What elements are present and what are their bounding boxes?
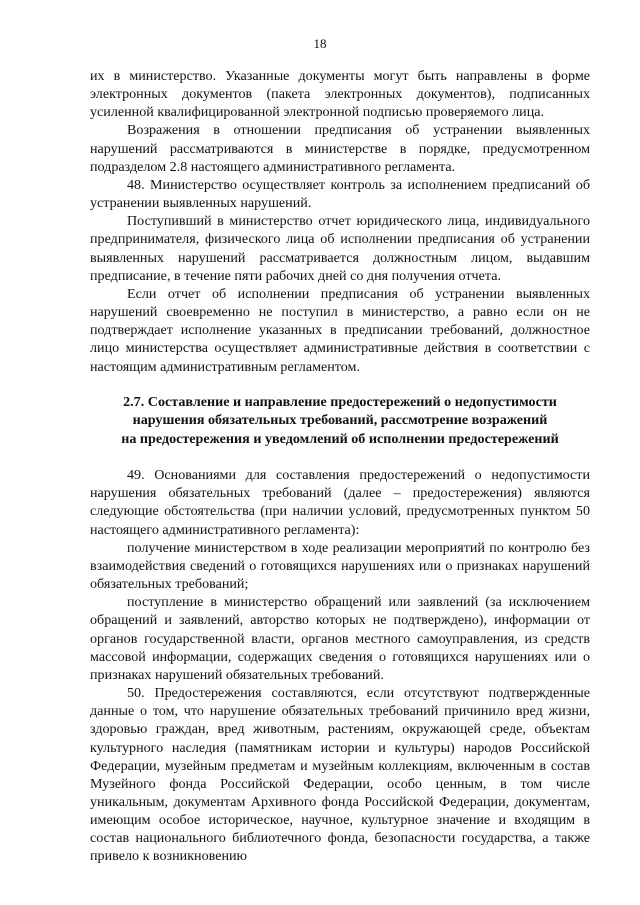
paragraph-item-50: 50. Предостережения составляются, если отсутствуют подтвержденные данные о том, что нарушение обязательных требований причинило вред жизни, здоровью граждан, вред животным, растениям, окружающей среде, объектам культурного наследия (памятникам истории и культуры) народов Российской Федерации, музейным предметам и музейным коллекциям, включенным в состав Музейного фонда Российской Федерации, особо ценным, в том числе уникальным, документам Архивного фонда Российской Федерации, документам, имеющим особое историческое, научное, культурное значение и входящим в состав национального библиотечного фонда, безопасности государства, а также привело к возникновению xyxy=(90,685,590,865)
page-number: 18 xyxy=(313,36,327,51)
paragraph-item-49: 49. Основаниями для составления предостережений о недопустимости нарушения обязательных требований (далее – предостережения) являются следующие обстоятельства (при наличии условий, предусмотренных пунктом 50 настоящего административного регламента): xyxy=(90,467,590,538)
section-heading-line: нарушения обязательных требований, рассмотрение возражений xyxy=(132,412,548,429)
paragraph-report-missing: Если отчет об исполнении предписания об устранении выявленных нарушений своевременно не поступил в министерство, а равно если он не подтверждает исполнение указанных в предписании требований, должностное лицо министерства осуществляет административные действия в соответствии с настоящим административным регламентом. xyxy=(90,285,590,375)
paragraph-report-review: Поступивший в министерство отчет юридического лица, индивидуального предпринимателя, физического лица об исполнении предписания об устранении выявленных нарушений рассматривается должностным лицом, выдавшим предписание, в течение пяти рабочих дней со дня получения отчета. xyxy=(90,213,590,284)
document-body xyxy=(90,67,590,866)
section-heading-line: на предостережения и уведомлений об исполнении предостережений xyxy=(121,430,559,447)
paragraph-objections: Возражения в отношении предписания об устранении выявленных нарушений рассматриваются в министерстве в порядке, предусмотренном подразделом 2.8 настоящего административного регламента. xyxy=(90,122,590,175)
section-heading-line: 2.7. Составление и направление предостережений о недопустимости xyxy=(123,393,557,410)
paragraph-ground-1: получение министерством в ходе реализации мероприятий по контролю без взаимодействия сведений о готовящихся нарушениях или о признаках нарушений обязательных требований; xyxy=(90,539,590,593)
section-heading xyxy=(90,393,590,449)
paragraph-ground-2: поступление в министерство обращений или заявлений (за исключением обращений и заявлений, авторство которых не подтверждено), информации от органов государственной власти, органов местного самоуправления, из средств массовой информации, содержащих сведения о готовящихся нарушениях или о признаках нарушений обязательных требований. xyxy=(90,594,590,683)
paragraph-continuation: их в министерство. Указанные документы могут быть направлены в форме электронных документов (пакета электронных документов), подписанных усиленной квалифицированной электронной подписью проверяемого лица. xyxy=(90,68,590,121)
paragraph-item-48: 48. Министерство осуществляет контроль за исполнением предписаний об устранении выявленных нарушений. xyxy=(90,176,590,212)
